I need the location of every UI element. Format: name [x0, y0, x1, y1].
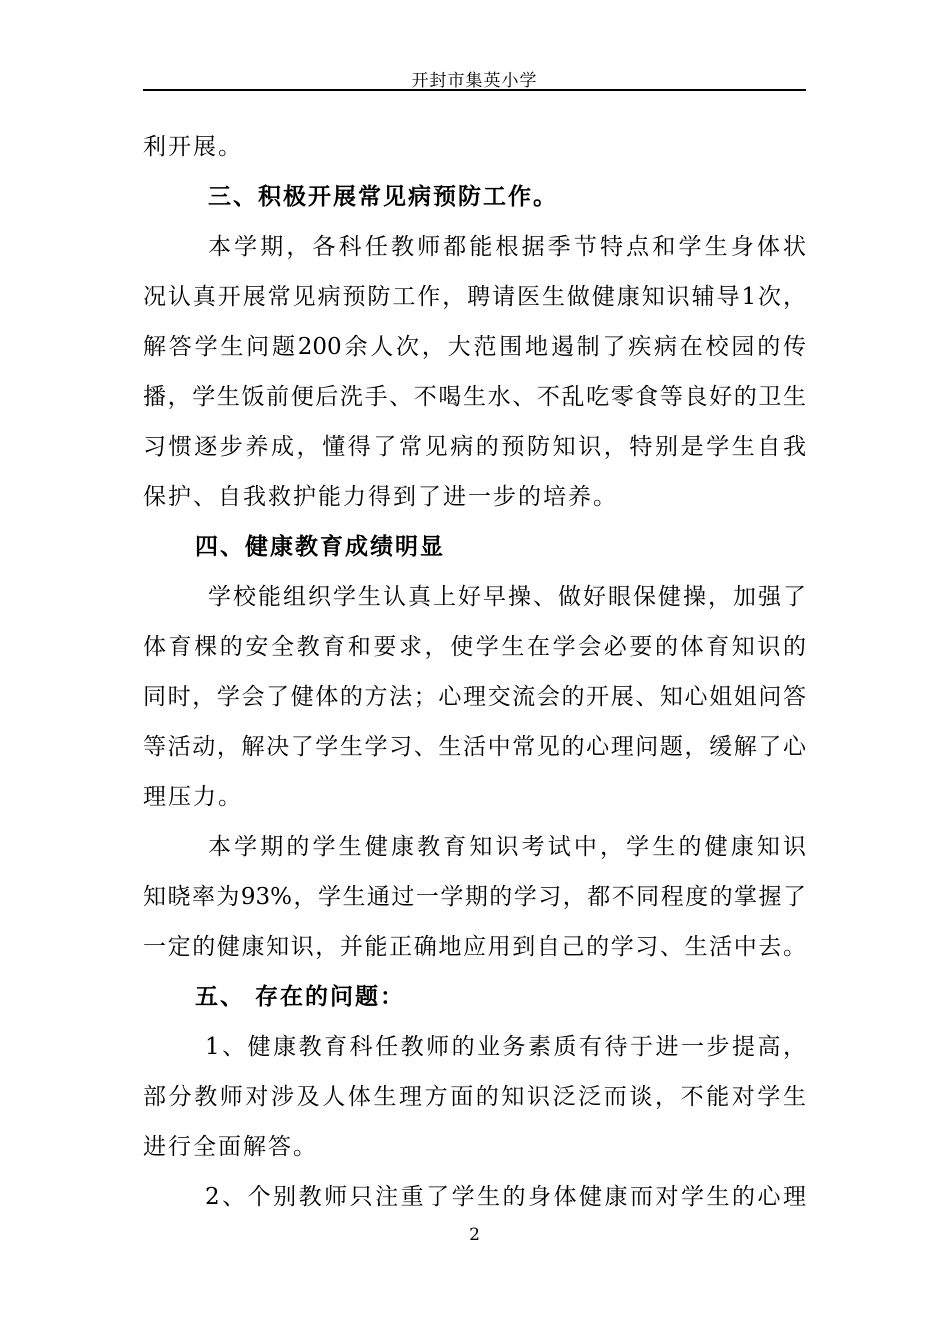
section-heading: 五、 存在的问题： — [195, 983, 406, 1010]
text-line: 习惯逐步养成，懂得了常见病的预防知识，特别是学生自我 — [143, 434, 806, 460]
text-line: 播，学生饭前便后洗手、不喝生水、不乱吃零食等良好的卫生 — [143, 384, 806, 410]
header-divider — [143, 89, 806, 91]
text-line: 知晓率为93%，学生通过一学期的学习，都不同程度的掌握了 — [143, 884, 806, 910]
text-line: 解答学生问题200余人次，大范围地遏制了疾病在校园的传 — [143, 334, 806, 360]
text-line: 学校能组织学生认真上好早操、做好眼保健操，加强了 — [208, 584, 806, 610]
page-header-title: 开封市集英小学 — [411, 71, 538, 91]
text-line: 等活动，解决了学生学习、生活中常见的心理问题，缓解了心 — [143, 734, 806, 760]
text-line: 一定的健康知识，并能正确地应用到自己的学习、生活中去。 — [143, 934, 806, 960]
text-line: 2、个别教师只注重了学生的身体健康而对学生的心理 — [205, 1184, 806, 1210]
text-line: 本学期的学生健康教育知识考试中，学生的健康知识 — [208, 834, 806, 860]
section-heading: 三、积极开展常见病预防工作。 — [208, 183, 558, 210]
section-heading: 四、健康教育成绩明显 — [195, 533, 445, 560]
text-line: 况认真开展常见病预防工作，聘请医生做健康知识辅导1次， — [143, 284, 806, 310]
text-line: 理压力。 — [143, 784, 243, 810]
text-line: 同时，学会了健体的方法；心理交流会的开展、知心姐姐问答 — [143, 684, 806, 710]
page-number: 2 — [469, 1225, 480, 1245]
document-body — [143, 122, 806, 1222]
text-line: 1、健康教育科任教师的业务素质有待于进一步提高， — [205, 1034, 806, 1060]
text-line: 本学期，各科任教师都能根据季节特点和学生身体状 — [208, 234, 806, 260]
text-line: 体育棵的安全教育和要求，使学生在学会必要的体育知识的 — [143, 634, 806, 660]
text-line: 进行全面解答。 — [143, 1134, 318, 1160]
text-line: 部分教师对涉及人体生理方面的知识泛泛而谈，不能对学生 — [143, 1084, 806, 1110]
text-line: 利开展。 — [143, 134, 243, 160]
text-line: 保护、自我救护能力得到了进一步的培养。 — [143, 484, 618, 510]
